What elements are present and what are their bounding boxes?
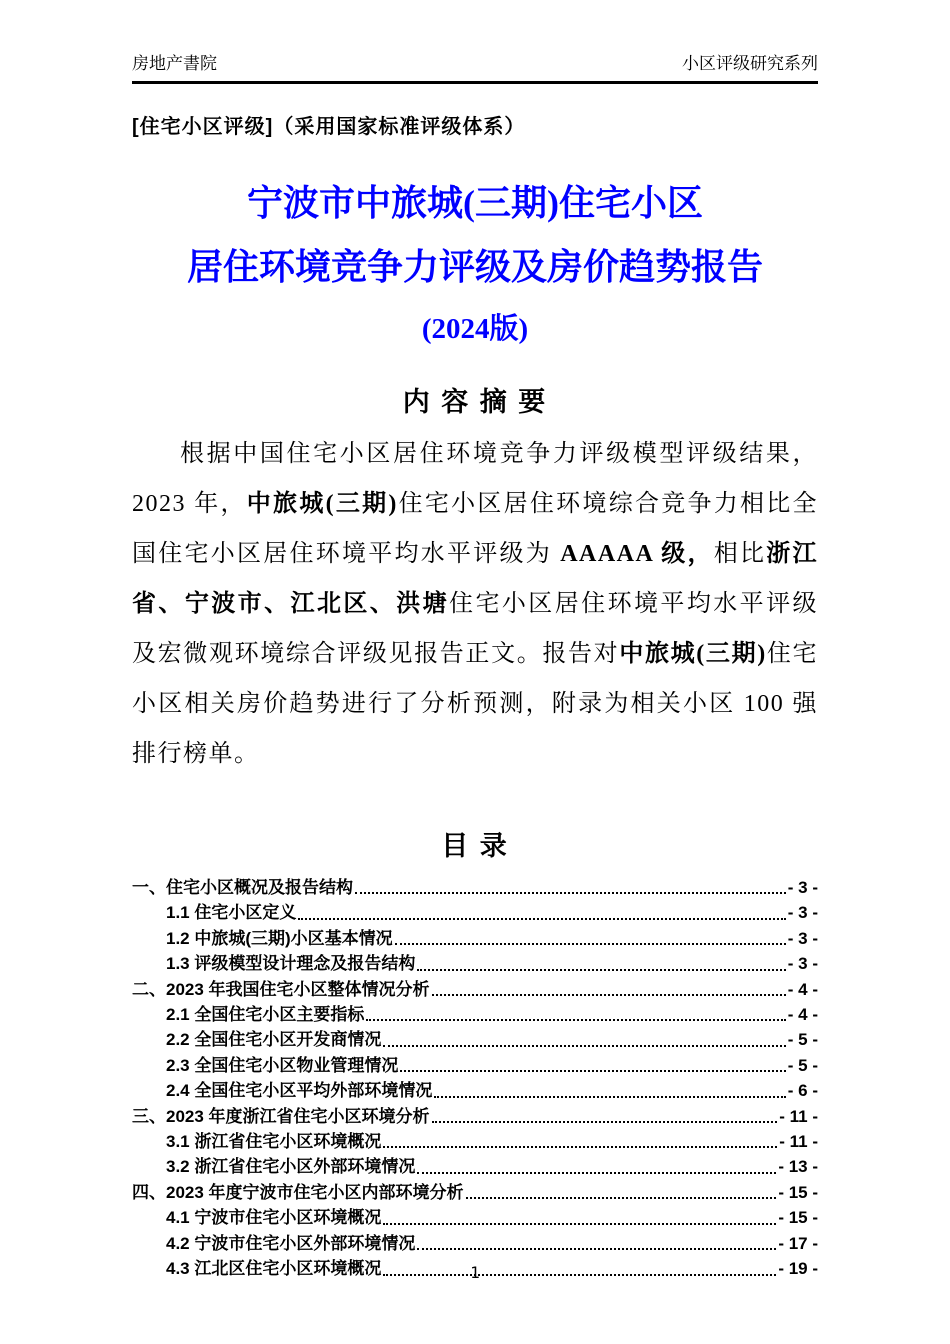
toc-item-label: 二、2023 年我国住宅小区整体情况分析 xyxy=(132,979,430,999)
summary-segment: 住宅小区相关房价趋势进行了分析预测，附录为相关小区 100 强排行榜单。 xyxy=(132,641,819,767)
summary-heading: 内 容 摘 要 xyxy=(402,387,548,417)
toc-item-page-number: - 3 - xyxy=(787,903,818,923)
toc-item[interactable] xyxy=(132,951,818,976)
toc-item-page-number: - 3 - xyxy=(787,878,818,897)
summary-segment: 住宅小区居住环境平均水平评级及宏微观环境综合评级见报告正文。报告对 xyxy=(132,591,819,667)
header-left-text: 房地产書院 xyxy=(132,54,217,73)
toc-item[interactable] xyxy=(132,1104,818,1129)
toc-item[interactable] xyxy=(132,900,818,925)
toc-item-label: 一、住宅小区概况及报告结构 xyxy=(132,878,353,897)
toc-item-label: 2.1 全国住宅小区主要指标 xyxy=(166,1005,365,1025)
toc-item[interactable] xyxy=(132,1180,818,1205)
toc-leader-dots xyxy=(415,1154,778,1179)
toc-item-label: 4.3 江北区住宅小区环境概况 xyxy=(166,1259,382,1279)
summary-segment: 根据中国住宅小区居住环境竞争力评级模型评级结果，2023 年， xyxy=(132,441,818,517)
toc-leader-dots xyxy=(432,1078,787,1103)
summary-segment-bold: 浙江省、宁波市、江北区、洪塘 xyxy=(132,541,819,617)
toc-item-page-number: - 4 - xyxy=(787,979,818,999)
summary-segment-bold: 中旅城(三期) xyxy=(619,641,767,667)
toc-item-label: 1.1 住宅小区定义 xyxy=(166,903,297,923)
toc-item-page-number: - 5 - xyxy=(787,1055,818,1075)
summary-segment: 住宅小区居住环境综合竞争力相比全国住宅小区居住环境平均水平评级为 xyxy=(132,491,819,567)
toc-item-page-number: - 5 - xyxy=(787,1030,818,1050)
toc-item[interactable] xyxy=(132,1027,818,1052)
toc-leader-dots xyxy=(296,900,787,925)
toc-item[interactable] xyxy=(132,875,818,900)
rating-system-note: [住宅小区评级]（采用国家标准评级体系） xyxy=(132,116,526,138)
toc-leader-dots xyxy=(381,1205,778,1230)
toc-list xyxy=(132,875,818,1282)
toc-item-label: 1.2 中旅城(三期)小区基本情况 xyxy=(166,928,393,948)
toc-leader-dots xyxy=(415,951,787,976)
toc-item[interactable] xyxy=(132,1053,818,1078)
toc-item-page-number: - 3 - xyxy=(787,954,818,974)
toc-item-page-number: - 19 - xyxy=(778,1259,818,1279)
toc-item-label: 1.3 评级模型设计理念及报告结构 xyxy=(166,954,416,974)
toc-leader-dots xyxy=(353,875,788,900)
toc-leader-dots xyxy=(364,1002,787,1027)
toc-heading: 目 录 xyxy=(441,831,509,861)
toc-item-label: 3.1 浙江省住宅小区环境概况 xyxy=(166,1132,382,1152)
summary-segment-bold: AAAAA 级， xyxy=(560,541,714,567)
report-title-line1: 宁波市中旅城(三期)住宅小区 xyxy=(247,183,703,223)
toc-leader-dots xyxy=(464,1180,779,1205)
toc-item[interactable] xyxy=(132,977,818,1002)
toc-item-label: 3.2 浙江省住宅小区外部环境情况 xyxy=(166,1157,416,1177)
toc-item-page-number: - 13 - xyxy=(778,1157,818,1177)
toc-leader-dots xyxy=(381,1129,779,1154)
toc-leader-dots xyxy=(430,1104,780,1129)
toc-item-label: 4.2 宁波市住宅小区外部环境情况 xyxy=(166,1233,416,1253)
toc-item[interactable] xyxy=(132,926,818,951)
summary-segment-bold: 中旅城(三期) xyxy=(246,491,398,517)
report-title-line2: 居住环境竞争力评级及房价趋势报告 xyxy=(186,247,763,287)
report-title-edition: (2024版) xyxy=(421,313,529,345)
summary-paragraph xyxy=(132,429,818,779)
toc-item-page-number: - 11 - xyxy=(779,1106,818,1126)
toc-item-page-number: - 3 - xyxy=(787,928,818,948)
toc-item-label: 2.2 全国住宅小区开发商情况 xyxy=(166,1030,382,1050)
toc-item-label: 4.1 宁波市住宅小区环境概况 xyxy=(166,1208,382,1228)
toc-item[interactable] xyxy=(132,1129,818,1154)
toc-item-page-number: - 15 - xyxy=(778,1182,818,1202)
toc-item-page-number: - 15 - xyxy=(778,1208,818,1228)
toc-item-label: 2.3 全国住宅小区物业管理情况 xyxy=(166,1055,399,1075)
header-right-text: 小区评级研究系列 xyxy=(682,54,818,73)
toc-item-page-number: - 11 - xyxy=(779,1132,818,1152)
toc-leader-dots xyxy=(430,977,788,1002)
page-number: 1 xyxy=(470,1263,480,1282)
summary-segment: 相比 xyxy=(713,541,767,567)
toc-item[interactable] xyxy=(132,1078,818,1103)
toc-item[interactable] xyxy=(132,1205,818,1230)
toc-item-page-number: - 17 - xyxy=(778,1233,818,1253)
toc-leader-dots xyxy=(381,1027,787,1052)
toc-leader-dots xyxy=(393,926,788,951)
toc-item[interactable] xyxy=(132,1231,818,1256)
toc-item-page-number: - 4 - xyxy=(787,1005,818,1025)
toc-item[interactable] xyxy=(132,1154,818,1179)
toc-item[interactable] xyxy=(132,1002,818,1027)
toc-leader-dots xyxy=(415,1231,778,1256)
toc-item-label: 四、2023 年度宁波市住宅小区内部环境分析 xyxy=(132,1182,464,1202)
toc-leader-dots xyxy=(398,1053,787,1078)
toc-item-label: 2.4 全国住宅小区平均外部环境情况 xyxy=(166,1081,433,1101)
toc-item-label: 三、2023 年度浙江省住宅小区环境分析 xyxy=(132,1106,430,1126)
toc-item-page-number: - 6 - xyxy=(787,1081,818,1101)
page-header xyxy=(132,0,818,84)
